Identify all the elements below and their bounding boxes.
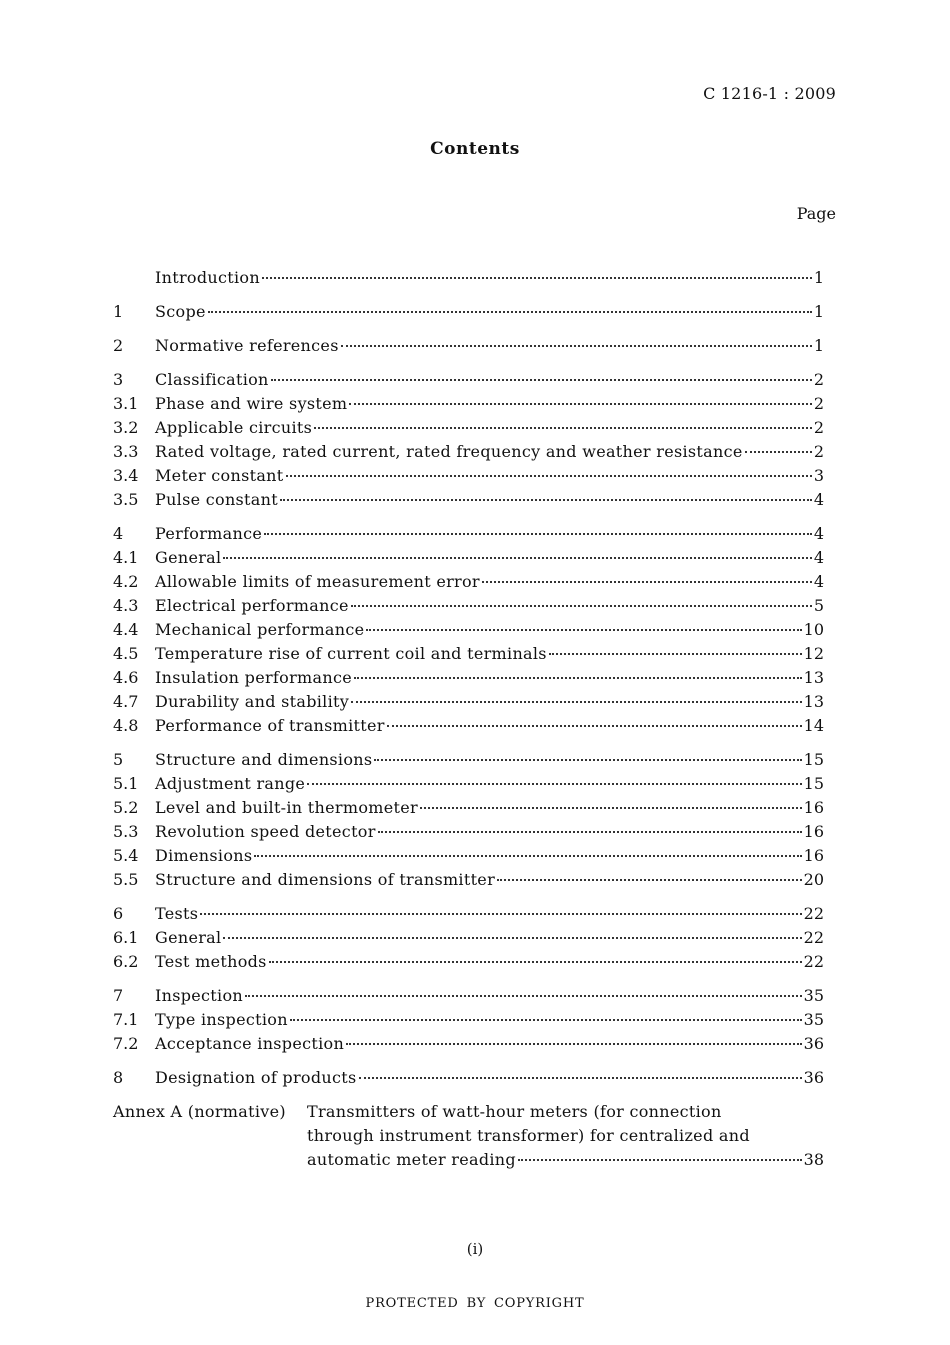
toc-entry-page: 5	[813, 596, 824, 615]
toc-entry-page: 36	[803, 1034, 824, 1053]
toc-entry-number: 1	[113, 302, 124, 321]
dot-leader	[497, 871, 802, 881]
toc-entry[interactable]	[113, 666, 824, 690]
toc-entry[interactable]	[113, 796, 824, 820]
toc-entry[interactable]	[113, 618, 824, 642]
dot-leader	[245, 987, 802, 997]
toc-entry-page: 12	[803, 644, 824, 663]
toc-entry[interactable]	[113, 266, 824, 290]
toc-entry-title: Meter constant	[155, 466, 284, 485]
toc-entry-page: 22	[803, 952, 824, 971]
dot-leader	[359, 1069, 802, 1079]
toc-entry-number: 8	[113, 1068, 124, 1087]
toc-entry[interactable]	[113, 714, 824, 738]
toc-entry[interactable]	[113, 546, 824, 570]
toc-entry-number: 5.2	[113, 798, 139, 817]
toc-entry-number: 4.3	[113, 596, 139, 615]
toc-entry-number: 5.3	[113, 822, 139, 841]
toc-entry[interactable]	[113, 844, 824, 868]
toc-entry[interactable]	[113, 416, 824, 440]
toc-entry-title: General	[155, 928, 222, 947]
toc-entry-title: Inspection	[155, 986, 243, 1005]
toc-entry-page: 35	[803, 986, 824, 1005]
document-id: C 1216-1 : 2009	[703, 84, 836, 103]
toc-entry-page: 36	[803, 1068, 824, 1087]
toc-entry-title: Durability and stability	[155, 692, 350, 711]
toc-entry-page: 20	[803, 870, 824, 889]
dot-leader	[280, 491, 812, 501]
dot-leader	[262, 269, 812, 279]
dot-leader	[290, 1011, 802, 1021]
toc-entry-number: 4.1	[113, 548, 139, 567]
toc-entry[interactable]	[113, 300, 824, 324]
toc-entry[interactable]	[113, 440, 824, 464]
dot-leader	[264, 525, 812, 535]
toc-entry-page: 16	[803, 798, 824, 817]
toc-entry[interactable]	[113, 820, 824, 844]
dot-leader	[271, 371, 812, 381]
toc-entry[interactable]	[113, 464, 824, 488]
toc-entry-title: Acceptance inspection	[155, 1034, 345, 1053]
toc-entry-title: Dimensions	[155, 846, 253, 865]
annex-title-last-line	[307, 1148, 824, 1172]
dot-leader	[354, 669, 802, 679]
toc-entry-number: 4	[113, 524, 124, 543]
table-of-contents	[113, 266, 824, 1172]
toc-entry-page: 14	[803, 716, 824, 735]
toc-section-group	[113, 266, 824, 290]
toc-entry-number: 3.3	[113, 442, 139, 461]
dot-leader	[223, 929, 801, 939]
toc-entry-page: 16	[803, 846, 824, 865]
toc-entry-number: 7	[113, 986, 124, 1005]
dot-leader	[374, 751, 801, 761]
toc-entry[interactable]	[113, 642, 824, 666]
toc-entry-page: 2	[813, 370, 824, 389]
dot-leader	[200, 905, 801, 915]
toc-section-group	[113, 334, 824, 358]
toc-entry-title: Scope	[155, 302, 206, 321]
toc-entry[interactable]	[113, 522, 824, 546]
toc-annex-entry[interactable]	[113, 1100, 824, 1172]
dot-leader	[387, 717, 802, 727]
toc-entry[interactable]	[113, 594, 824, 618]
page-column-label: Page	[796, 204, 836, 223]
toc-entry-title: General	[155, 548, 222, 567]
toc-entry-page: 15	[803, 750, 824, 769]
toc-entry-number: 3.4	[113, 466, 139, 485]
toc-entry[interactable]	[113, 772, 824, 796]
toc-entry-number: 5	[113, 750, 124, 769]
annex-title-line: automatic meter reading	[307, 1150, 516, 1169]
toc-section-group	[113, 300, 824, 324]
dot-leader	[341, 337, 812, 347]
toc-entry-number: 5.1	[113, 774, 139, 793]
toc-entry[interactable]	[113, 368, 824, 392]
toc-section-group	[113, 902, 824, 974]
dot-leader	[420, 799, 802, 809]
toc-entry[interactable]	[113, 334, 824, 358]
toc-section-group	[113, 984, 824, 1056]
toc-entry-title: Applicable circuits	[155, 418, 313, 437]
toc-entry-number: 7.2	[113, 1034, 139, 1053]
toc-entry-number: 6.2	[113, 952, 139, 971]
dot-leader	[208, 303, 812, 313]
dot-leader	[223, 549, 811, 559]
toc-entry[interactable]	[113, 1032, 824, 1056]
toc-entry[interactable]	[113, 868, 824, 892]
toc-entry-page: 4	[813, 490, 824, 509]
toc-entry[interactable]	[113, 748, 824, 772]
toc-entry-page: 13	[803, 668, 824, 687]
toc-entry-title: Test methods	[155, 952, 267, 971]
toc-entry[interactable]	[113, 926, 824, 950]
toc-entry[interactable]	[113, 570, 824, 594]
toc-entry-title: Mechanical performance	[155, 620, 365, 639]
toc-entry-number: 6	[113, 904, 124, 923]
toc-entry-title: Structure and dimensions of transmitter	[155, 870, 496, 889]
toc-entry-title: Adjustment range	[155, 774, 306, 793]
toc-entry[interactable]	[113, 488, 824, 512]
dot-leader	[351, 693, 802, 703]
toc-entry-title: Performance	[155, 524, 263, 543]
annex-page: 38	[803, 1150, 824, 1169]
dot-leader	[378, 823, 802, 833]
toc-entry-title: Tests	[155, 904, 199, 923]
toc-entry-page: 1	[813, 336, 824, 355]
annex-label: Annex A (normative)	[113, 1102, 286, 1121]
toc-entry-title: Insulation performance	[155, 668, 352, 687]
dot-leader	[349, 395, 811, 405]
toc-entry[interactable]	[113, 1066, 824, 1090]
toc-entry-page: 16	[803, 822, 824, 841]
annex-title-line: Transmitters of watt-hour meters (for connection	[307, 1102, 722, 1121]
toc-entry-page: 15	[803, 774, 824, 793]
toc-entry-number: 4.8	[113, 716, 139, 735]
toc-entry-number: 5.5	[113, 870, 139, 889]
dot-leader	[745, 443, 812, 453]
toc-entry[interactable]	[113, 1008, 824, 1032]
page-number: (i)	[466, 1240, 484, 1258]
toc-entry-title: Designation of products	[155, 1068, 357, 1087]
toc-entry-page: 4	[813, 524, 824, 543]
toc-section-group	[113, 1066, 824, 1090]
dot-leader	[366, 621, 801, 631]
toc-entry-number: 6.1	[113, 928, 139, 947]
dot-leader	[307, 775, 801, 785]
toc-entry-title: Allowable limits of measurement error	[155, 572, 480, 591]
toc-section-group	[113, 748, 824, 892]
toc-entry-number: 4.4	[113, 620, 139, 639]
toc-entry-number: 3.2	[113, 418, 139, 437]
toc-entry[interactable]	[113, 690, 824, 714]
toc-entry-page: 1	[813, 268, 824, 287]
toc-section-group	[113, 368, 824, 512]
toc-entry-number: 7.1	[113, 1010, 139, 1029]
toc-entry-page: 3	[813, 466, 824, 485]
toc-entry-number: 5.4	[113, 846, 139, 865]
toc-entry-page: 13	[803, 692, 824, 711]
toc-entry-title: Phase and wire system	[155, 394, 348, 413]
toc-entry-number: 4.2	[113, 572, 139, 591]
toc-entry-page: 2	[813, 442, 824, 461]
toc-entry-title: Performance of transmitter	[155, 716, 385, 735]
toc-entry-title: Introduction	[155, 268, 260, 287]
toc-entry-number: 4.6	[113, 668, 139, 687]
toc-entry-page: 35	[803, 1010, 824, 1029]
toc-entry-page: 2	[813, 418, 824, 437]
toc-entry-title: Rated voltage, rated current, rated frequency and weather resistance	[155, 442, 743, 461]
dot-leader	[269, 953, 802, 963]
toc-section-group	[113, 522, 824, 738]
dot-leader	[314, 419, 812, 429]
toc-entry-title: Normative references	[155, 336, 339, 355]
contents-title: Contents	[430, 139, 520, 159]
toc-entry-number: 4.5	[113, 644, 139, 663]
dot-leader	[518, 1151, 802, 1161]
toc-entry-title: Revolution speed detector	[155, 822, 376, 841]
toc-entry-title: Structure and dimensions	[155, 750, 373, 769]
copyright-notice: PROTECTED BY COPYRIGHT	[365, 1296, 585, 1311]
dot-leader	[346, 1035, 802, 1045]
toc-entry[interactable]	[113, 984, 824, 1008]
dot-leader	[254, 847, 801, 857]
toc-entry[interactable]	[113, 392, 824, 416]
toc-entry-page: 22	[803, 928, 824, 947]
dot-leader	[482, 573, 812, 583]
toc-entry-number: 3	[113, 370, 124, 389]
toc-entry-title: Pulse constant	[155, 490, 278, 509]
toc-entry-page: 4	[813, 572, 824, 591]
toc-entry-title: Level and built-in thermometer	[155, 798, 418, 817]
toc-entry-title: Type inspection	[155, 1010, 288, 1029]
toc-entry-number: 3.5	[113, 490, 139, 509]
annex-title	[307, 1100, 824, 1172]
annex-title-line: through instrument transformer) for centralized and	[307, 1126, 750, 1145]
toc-entry-page: 4	[813, 548, 824, 567]
toc-entry-title: Electrical performance	[155, 596, 349, 615]
toc-entry-page: 10	[803, 620, 824, 639]
dot-leader	[286, 467, 812, 477]
toc-entry-number: 3.1	[113, 394, 139, 413]
dot-leader	[351, 597, 812, 607]
toc-entry-title: Temperature rise of current coil and terminals	[155, 644, 547, 663]
toc-entry-page: 2	[813, 394, 824, 413]
toc-entry[interactable]	[113, 950, 824, 974]
toc-entry-number: 4.7	[113, 692, 139, 711]
dot-leader	[549, 645, 802, 655]
toc-entry-title: Classification	[155, 370, 269, 389]
toc-entry[interactable]	[113, 902, 824, 926]
toc-entry-page: 22	[803, 904, 824, 923]
toc-entry-number: 2	[113, 336, 124, 355]
toc-entry-page: 1	[813, 302, 824, 321]
